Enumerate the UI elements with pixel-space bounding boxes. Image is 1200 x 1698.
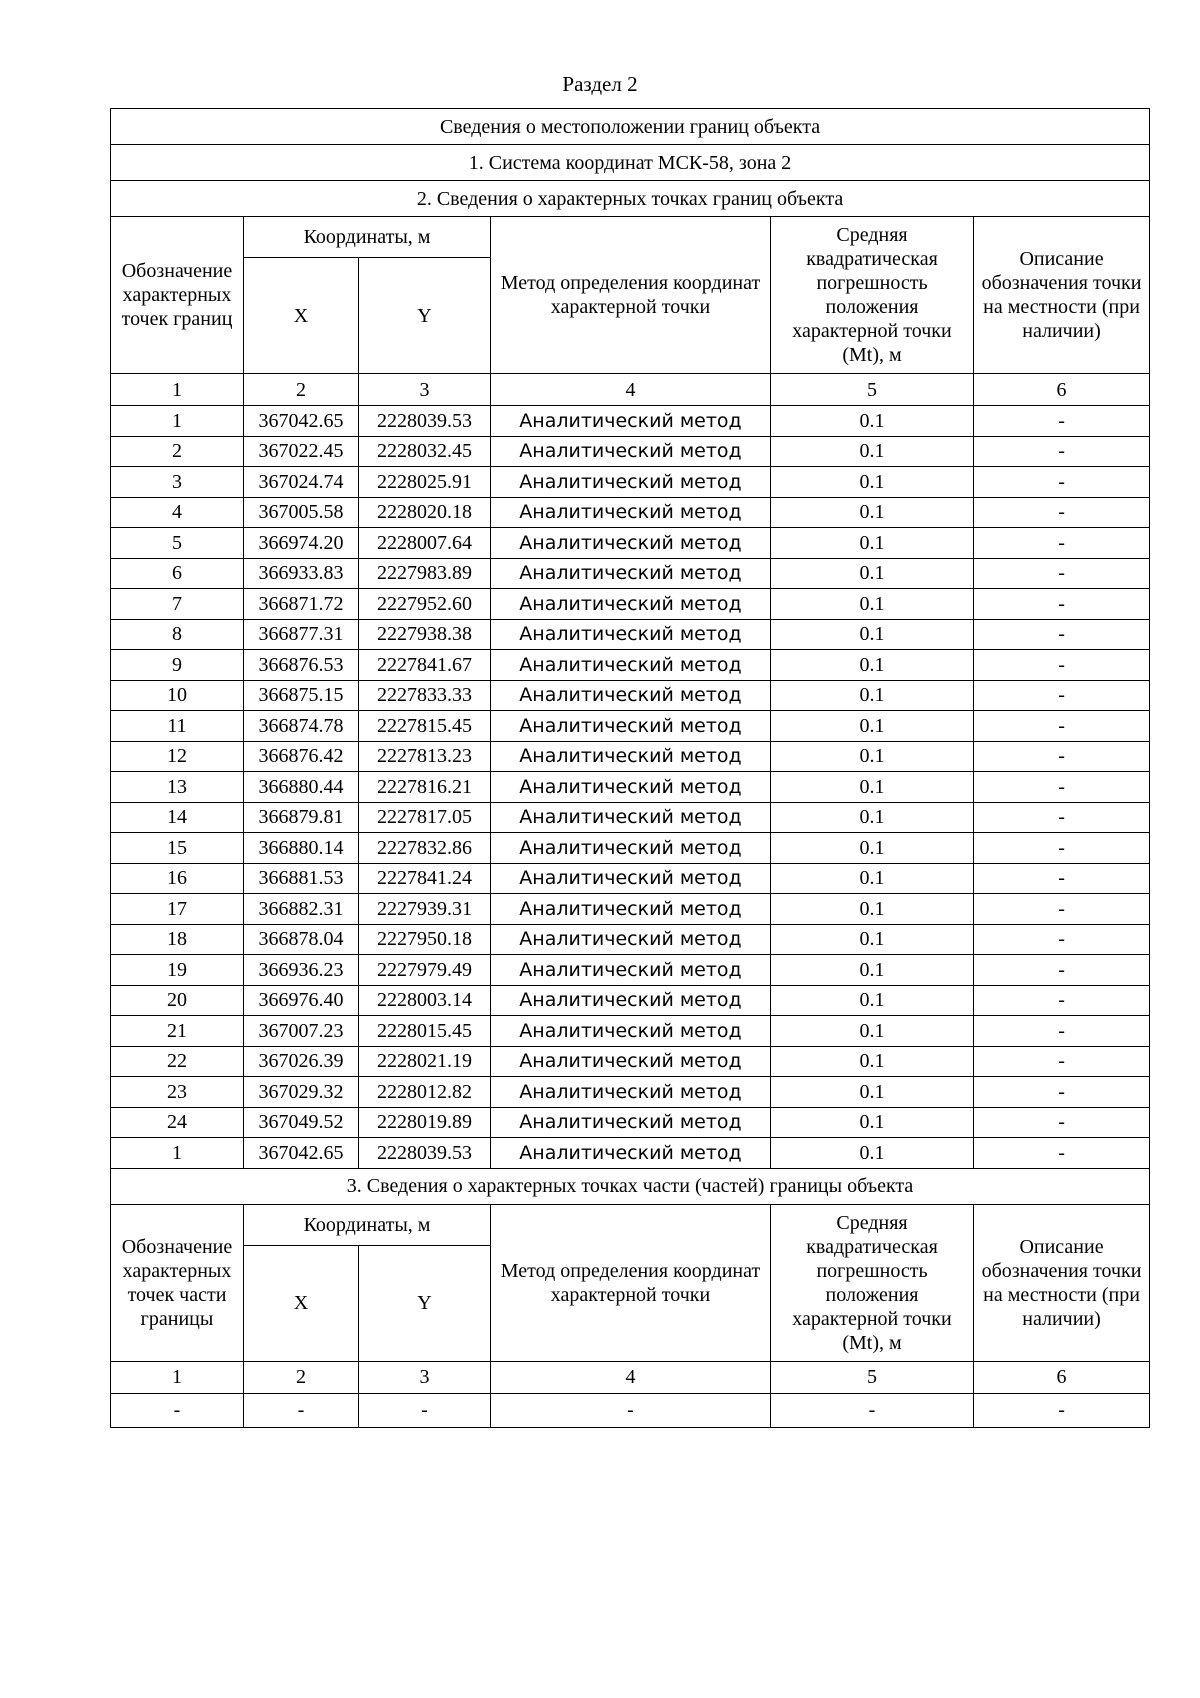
table-row <box>111 802 1150 833</box>
column-number: 6 <box>974 1361 1150 1393</box>
point-id-cell: 8 <box>111 619 244 650</box>
method-cell: Аналитический метод <box>491 406 771 437</box>
coord-y-cell: 2227979.49 <box>359 955 491 986</box>
description-cell: - <box>974 955 1150 986</box>
point-id-cell: 3 <box>111 467 244 498</box>
description-cell: - <box>974 467 1150 498</box>
point-id-cell: 18 <box>111 924 244 955</box>
accuracy-cell: 0.1 <box>771 955 974 986</box>
coord-x-cell: 366880.44 <box>244 772 359 803</box>
description-cell: - <box>974 772 1150 803</box>
points-section-title: 2. Сведения о характерных точках границ объекта <box>111 181 1150 217</box>
coord-y-cell: 2227952.60 <box>359 589 491 620</box>
point-id-cell: 23 <box>111 1077 244 1108</box>
coord-x-cell: 367007.23 <box>244 1016 359 1047</box>
coord-x-cell: 366976.40 <box>244 985 359 1016</box>
accuracy-cell: 0.1 <box>771 558 974 589</box>
header-x: X <box>244 258 359 374</box>
coord-y-cell: 2227950.18 <box>359 924 491 955</box>
accuracy-cell: 0.1 <box>771 406 974 437</box>
method-cell: Аналитический метод <box>491 436 771 467</box>
point-id-cell: 9 <box>111 650 244 681</box>
column-number: 3 <box>359 1361 491 1393</box>
coord-x-cell: 367042.65 <box>244 1138 359 1169</box>
table-row <box>111 528 1150 559</box>
point-id-cell: 6 <box>111 558 244 589</box>
column-number: 2 <box>244 1361 359 1393</box>
accuracy-cell: 0.1 <box>771 863 974 894</box>
section-title: Раздел 2 <box>562 72 638 96</box>
point-id-cell: 17 <box>111 894 244 925</box>
column-number: 1 <box>111 1361 244 1393</box>
coord-y-cell: 2227983.89 <box>359 558 491 589</box>
description-cell: - <box>974 924 1150 955</box>
accuracy-cell: 0.1 <box>771 589 974 620</box>
coordinate-system: 1. Система координат МСК-58, зона 2 <box>111 145 1150 181</box>
description-cell: - <box>974 1016 1150 1047</box>
coord-y-cell: 2228020.18 <box>359 497 491 528</box>
method-cell: Аналитический метод <box>491 833 771 864</box>
method-cell: Аналитический метод <box>491 894 771 925</box>
description-cell: - <box>974 894 1150 925</box>
point-id-cell: 19 <box>111 955 244 986</box>
method-cell: Аналитический метод <box>491 772 771 803</box>
coord-x-cell: 367024.74 <box>244 467 359 498</box>
coord-y-cell: 2228007.64 <box>359 528 491 559</box>
accuracy-cell: 0.1 <box>771 436 974 467</box>
accuracy-cell: 0.1 <box>771 711 974 742</box>
point-id-cell: 14 <box>111 802 244 833</box>
point-id-cell: 22 <box>111 1046 244 1077</box>
coord-y-cell: 2227833.33 <box>359 680 491 711</box>
column-number: 1 <box>111 374 244 406</box>
accuracy-cell: 0.1 <box>771 772 974 803</box>
column-number: 5 <box>771 374 974 406</box>
accuracy-cell: 0.1 <box>771 680 974 711</box>
point-id-cell: 4 <box>111 497 244 528</box>
method-cell: Аналитический метод <box>491 802 771 833</box>
coord-x-cell: 366936.23 <box>244 955 359 986</box>
coord-y-cell: 2227813.23 <box>359 741 491 772</box>
coord-y-cell: 2228019.89 <box>359 1107 491 1138</box>
accuracy-cell: 0.1 <box>771 802 974 833</box>
method-cell: Аналитический метод <box>491 1046 771 1077</box>
method-cell: Аналитический метод <box>491 955 771 986</box>
coord-y-cell: 2228039.53 <box>359 1138 491 1169</box>
point-id-cell: 20 <box>111 985 244 1016</box>
method-cell: Аналитический метод <box>491 1016 771 1047</box>
accuracy-cell: 0.1 <box>771 497 974 528</box>
table-row <box>111 863 1150 894</box>
accuracy-cell: 0.1 <box>771 1016 974 1047</box>
coord-x-cell: 366882.31 <box>244 894 359 925</box>
coord-x-cell: 366874.78 <box>244 711 359 742</box>
coord-y-cell: 2228021.19 <box>359 1046 491 1077</box>
table-row <box>111 680 1150 711</box>
part-table-row <box>111 1393 1150 1427</box>
header-part-accuracy: Средняя квадратическая погрешность положения характерной точки (Mt), м <box>771 1204 974 1361</box>
description-cell: - <box>974 558 1150 589</box>
table-row <box>111 467 1150 498</box>
boundary-table <box>110 108 1150 1428</box>
point-id-cell: 11 <box>111 711 244 742</box>
accuracy-cell: 0.1 <box>771 1138 974 1169</box>
description-cell: - <box>974 436 1150 467</box>
coord-y-cell: 2227816.21 <box>359 772 491 803</box>
coord-x-cell: 366875.15 <box>244 680 359 711</box>
header-part-description: Описание обозначения точки на местности (при наличии) <box>974 1204 1150 1361</box>
coord-y-cell: 2228003.14 <box>359 985 491 1016</box>
accuracy-cell: 0.1 <box>771 924 974 955</box>
table-row <box>111 711 1150 742</box>
description-cell: - <box>974 833 1150 864</box>
coord-x-cell: 366871.72 <box>244 589 359 620</box>
point-id-cell: 24 <box>111 1107 244 1138</box>
column-number: 6 <box>974 374 1150 406</box>
point-id-cell: 16 <box>111 863 244 894</box>
point-id-cell: 5 <box>111 528 244 559</box>
table-row <box>111 558 1150 589</box>
column-number: 2 <box>244 374 359 406</box>
coord-x-cell: 366876.53 <box>244 650 359 681</box>
column-number: 4 <box>491 374 771 406</box>
point-id-cell: 13 <box>111 772 244 803</box>
table-row <box>111 1077 1150 1108</box>
table-row <box>111 894 1150 925</box>
part-column-numbers-row <box>111 1361 1150 1393</box>
table-row <box>111 619 1150 650</box>
point-id-cell: 2 <box>111 436 244 467</box>
header-method: Метод определения координат характерной точки <box>491 217 771 374</box>
coord-y-cell: 2227832.86 <box>359 833 491 864</box>
description-cell: - <box>974 985 1150 1016</box>
coord-y-cell: 2228032.45 <box>359 436 491 467</box>
method-cell: Аналитический метод <box>491 1107 771 1138</box>
header-accuracy: Средняя квадратическая погрешность положения характерной точки (Mt), м <box>771 217 974 374</box>
table-row <box>111 772 1150 803</box>
description-cell: - <box>974 406 1150 437</box>
method-cell: Аналитический метод <box>491 589 771 620</box>
coord-x-cell: 366879.81 <box>244 802 359 833</box>
description-cell: - <box>974 680 1150 711</box>
header-part-method: Метод определения координат характерной точки <box>491 1204 771 1361</box>
accuracy-cell: 0.1 <box>771 833 974 864</box>
accuracy-cell: 0.1 <box>771 650 974 681</box>
method-cell: Аналитический метод <box>491 985 771 1016</box>
coord-y-cell: 2228025.91 <box>359 467 491 498</box>
table-row <box>111 1046 1150 1077</box>
description-cell: - <box>974 497 1150 528</box>
header-coordinates: Координаты, м <box>244 217 491 258</box>
method-cell: Аналитический метод <box>491 619 771 650</box>
header-part-x: X <box>244 1245 359 1361</box>
point-id-cell: 12 <box>111 741 244 772</box>
accuracy-cell: 0.1 <box>771 528 974 559</box>
method-cell: Аналитический метод <box>491 924 771 955</box>
header-point-designation: Обозначение характерных точек границ <box>111 217 244 374</box>
column-number: 5 <box>771 1361 974 1393</box>
description-cell: - <box>974 711 1150 742</box>
coord-y-cell: - <box>359 1393 491 1427</box>
description-cell: - <box>974 650 1150 681</box>
coord-y-cell: 2228039.53 <box>359 406 491 437</box>
accuracy-cell: 0.1 <box>771 619 974 650</box>
method-cell: Аналитический метод <box>491 528 771 559</box>
point-id-cell: 1 <box>111 1138 244 1169</box>
accuracy-cell: 0.1 <box>771 985 974 1016</box>
coord-y-cell: 2227817.05 <box>359 802 491 833</box>
accuracy-cell: 0.1 <box>771 894 974 925</box>
point-id-cell: 7 <box>111 589 244 620</box>
method-cell: Аналитический метод <box>491 650 771 681</box>
part-section-title: 3. Сведения о характерных точках части (частей) границы объекта <box>111 1168 1150 1204</box>
coord-x-cell: 367029.32 <box>244 1077 359 1108</box>
method-cell: Аналитический метод <box>491 741 771 772</box>
method-cell: Аналитический метод <box>491 558 771 589</box>
table-row <box>111 1107 1150 1138</box>
coord-x-cell: 366933.83 <box>244 558 359 589</box>
coord-y-cell: 2227938.38 <box>359 619 491 650</box>
column-number: 3 <box>359 374 491 406</box>
table-row <box>111 924 1150 955</box>
coord-y-cell: 2227841.67 <box>359 650 491 681</box>
coord-x-cell: 366878.04 <box>244 924 359 955</box>
description-cell: - <box>974 1046 1150 1077</box>
method-cell: Аналитический метод <box>491 680 771 711</box>
method-cell: Аналитический метод <box>491 467 771 498</box>
coord-y-cell: 2227815.45 <box>359 711 491 742</box>
method-cell: Аналитический метод <box>491 863 771 894</box>
table-row <box>111 985 1150 1016</box>
description-cell: - <box>974 528 1150 559</box>
coord-y-cell: 2228012.82 <box>359 1077 491 1108</box>
table-row <box>111 589 1150 620</box>
header-description: Описание обозначения точки на местности (при наличии) <box>974 217 1150 374</box>
method-cell: Аналитический метод <box>491 1077 771 1108</box>
coord-x-cell: 367026.39 <box>244 1046 359 1077</box>
point-id-cell: 15 <box>111 833 244 864</box>
coord-y-cell: 2227841.24 <box>359 863 491 894</box>
coord-x-cell: 366876.42 <box>244 741 359 772</box>
table-row <box>111 833 1150 864</box>
description-cell: - <box>974 863 1150 894</box>
coord-x-cell: 367022.45 <box>244 436 359 467</box>
method-cell: Аналитический метод <box>491 1138 771 1169</box>
method-cell: Аналитический метод <box>491 497 771 528</box>
table-title: Сведения о местоположении границ объекта <box>111 109 1150 145</box>
table-row <box>111 1138 1150 1169</box>
accuracy-cell: 0.1 <box>771 1107 974 1138</box>
description-cell: - <box>974 1107 1150 1138</box>
description-cell: - <box>974 1138 1150 1169</box>
coord-x-cell: 366881.53 <box>244 863 359 894</box>
coord-x-cell: 367049.52 <box>244 1107 359 1138</box>
table-row <box>111 1016 1150 1047</box>
coord-x-cell: 366877.31 <box>244 619 359 650</box>
coord-x-cell: 367042.65 <box>244 406 359 437</box>
table-row <box>111 406 1150 437</box>
accuracy-cell: 0.1 <box>771 741 974 772</box>
method-cell: Аналитический метод <box>491 711 771 742</box>
table-row <box>111 741 1150 772</box>
point-id-cell: 1 <box>111 406 244 437</box>
description-cell: - <box>974 802 1150 833</box>
description-cell: - <box>974 1393 1150 1427</box>
point-id-cell: - <box>111 1393 244 1427</box>
table-row <box>111 650 1150 681</box>
accuracy-cell: 0.1 <box>771 467 974 498</box>
table-row <box>111 436 1150 467</box>
column-numbers-row <box>111 374 1150 406</box>
coord-x-cell: - <box>244 1393 359 1427</box>
accuracy-cell: 0.1 <box>771 1046 974 1077</box>
table-row <box>111 955 1150 986</box>
accuracy-cell: 0.1 <box>771 1077 974 1108</box>
coord-y-cell: 2227939.31 <box>359 894 491 925</box>
column-number: 4 <box>491 1361 771 1393</box>
coord-y-cell: 2228015.45 <box>359 1016 491 1047</box>
description-cell: - <box>974 1077 1150 1108</box>
point-id-cell: 21 <box>111 1016 244 1047</box>
description-cell: - <box>974 619 1150 650</box>
header-part-point-designation: Обозначение характерных точек части границы <box>111 1204 244 1361</box>
coord-x-cell: 366880.14 <box>244 833 359 864</box>
header-y: Y <box>359 258 491 374</box>
coord-x-cell: 367005.58 <box>244 497 359 528</box>
coord-x-cell: 366974.20 <box>244 528 359 559</box>
header-part-coordinates: Координаты, м <box>244 1204 491 1245</box>
point-id-cell: 10 <box>111 680 244 711</box>
table-row <box>111 497 1150 528</box>
method-cell: - <box>491 1393 771 1427</box>
accuracy-cell: - <box>771 1393 974 1427</box>
header-part-y: Y <box>359 1245 491 1361</box>
description-cell: - <box>974 589 1150 620</box>
description-cell: - <box>974 741 1150 772</box>
